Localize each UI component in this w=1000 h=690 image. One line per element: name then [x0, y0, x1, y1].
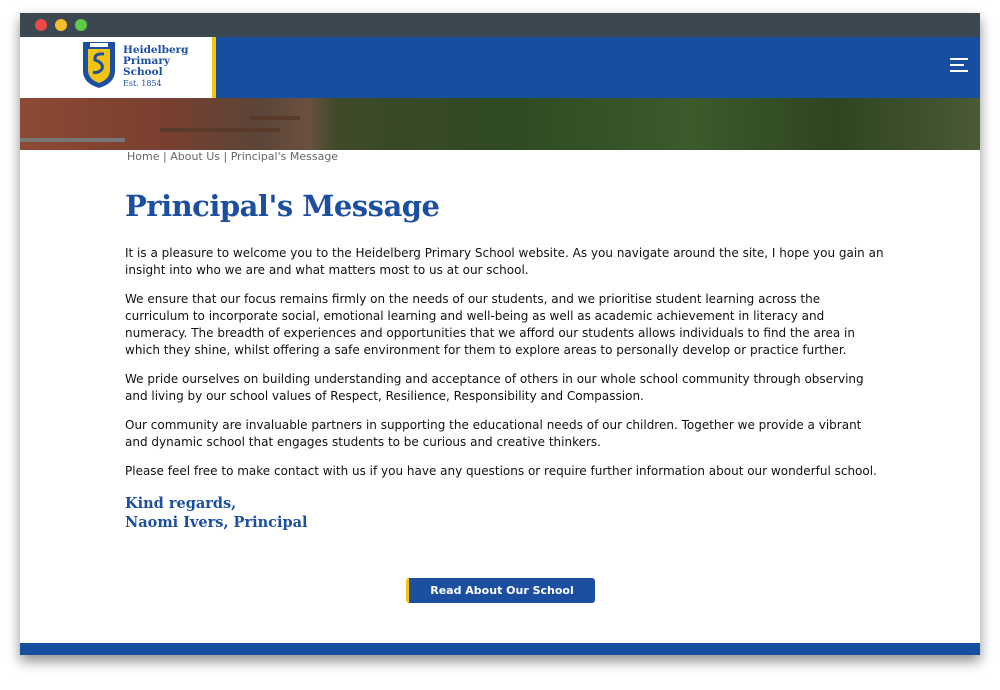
- breadcrumb-separator: |: [223, 150, 228, 163]
- breadcrumb: [127, 150, 885, 163]
- hero-banner-image: [20, 98, 980, 150]
- browser-window: [20, 13, 980, 655]
- minimize-window-button[interactable]: [55, 19, 67, 31]
- footer-bar: [20, 643, 980, 655]
- logo-link[interactable]: [20, 37, 216, 98]
- paragraph: It is a pleasure to welcome you to the Heidelberg Primary School website. As you navigate around the site, I hope you gain an insight into who we are and what matters most to us at our school.: [125, 246, 884, 277]
- paragraph: We ensure that our focus remains firmly on the needs of our students, and we prioritise student learning across the curriculum to incorporate social, emotional learning and well-being as well as academic achievement in literacy and numeracy. The breadth of experiences and opportunities that we afford our students allows individuals to find the area in which they shine, whilst offering a safe environment for them to explore areas to personally develop or practice further.: [125, 292, 855, 357]
- signature-block: [125, 494, 885, 532]
- principal-signature: Naomi Ivers, Principal: [125, 514, 308, 531]
- logo-line1: Heidelberg: [123, 44, 189, 56]
- paragraph: We pride ourselves on building understanding and acceptance of others in our whole school community through observing and living by our school values of Respect, Resilience, Responsibility and Compassion.: [125, 372, 864, 403]
- read-about-our-school-button[interactable]: Read About Our School: [406, 578, 595, 603]
- site-header: [20, 37, 980, 98]
- logo-est: Est. 1854: [123, 79, 162, 88]
- maximize-window-button[interactable]: [75, 19, 87, 31]
- page-title: Principal's Message: [125, 189, 440, 223]
- breadcrumb-about-us[interactable]: About Us: [170, 150, 221, 163]
- school-name: [123, 45, 212, 89]
- sign-off: Kind regards,: [125, 495, 237, 512]
- hamburger-menu-icon[interactable]: [950, 58, 968, 74]
- close-window-button[interactable]: [35, 19, 47, 31]
- main-content: [125, 150, 885, 532]
- title-bar: [20, 13, 980, 37]
- paragraph: Please feel free to make contact with us if you have any questions or require further information about our wonderful school.: [125, 464, 877, 478]
- logo-line2: Primary School: [123, 55, 170, 78]
- paragraph: Our community are invaluable partners in supporting the educational needs of our children. Together we provide a vibrant and dynamic school that engages students to be curious and creative thinkers.: [125, 418, 862, 449]
- breadcrumb-current: Principal's Message: [230, 150, 339, 163]
- school-crest-icon: [82, 41, 116, 89]
- breadcrumb-home[interactable]: Home: [127, 150, 160, 163]
- breadcrumb-separator: |: [162, 150, 167, 163]
